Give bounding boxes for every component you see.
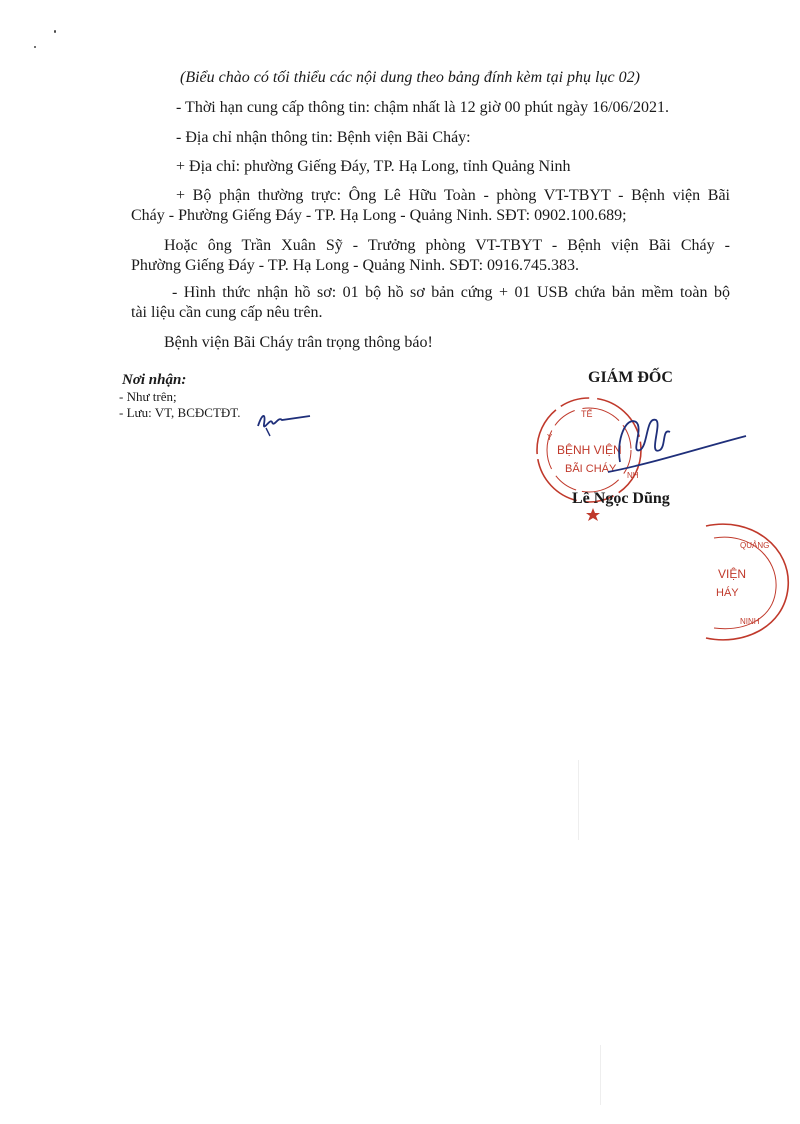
receive-address-title: - Địa chỉ nhận thông tin: Bệnh viện Bãi Cháy: — [176, 129, 471, 146]
scan-speck — [54, 30, 56, 33]
submission-form-line-2: tài liệu cần cung cấp nêu trên. — [131, 304, 323, 321]
recipient-item: - Như trên; — [119, 389, 177, 404]
stamp-right-letters: NH — [627, 471, 639, 480]
edge-stamp-bottom: NINH — [740, 617, 760, 626]
duty-line-2: Cháy - Phường Giếng Đáy - TP. Hạ Long - Quảng Ninh. SĐT: 0902.100.689; — [131, 207, 627, 224]
deadline-line: - Thời hạn cung cấp thông tin: chậm nhất là 12 giờ 00 phút ngày 16/06/2021. — [176, 99, 669, 116]
edge-stamp-line-2: HÁY — [716, 587, 739, 599]
stamp-line-1: BỆNH VIỆN — [557, 443, 622, 457]
scan-crease — [600, 1045, 601, 1105]
edge-stamp-top: QUẢNG — [740, 541, 770, 550]
address-line: + Địa chỉ: phường Giếng Đáy, TP. Hạ Long, tỉnh Quảng Ninh — [176, 158, 571, 175]
recipients-title: Nơi nhận: — [122, 372, 187, 388]
recipient-item: - Lưu: VT, BCĐCTĐT. — [119, 405, 241, 420]
signer-name: Lê Ngọc Dũng — [572, 490, 670, 507]
alternate-contact-line-2: Phường Giếng Đáy - TP. Hạ Long - Quảng Ninh. SĐT: 0916.745.383. — [131, 257, 580, 274]
annex-note: (Biểu chào có tối thiểu các nội dung theo bảng đính kèm tại phụ lục 02) — [180, 69, 640, 86]
director-signature — [600, 406, 750, 492]
stamp-left-letter: Y — [547, 433, 553, 442]
stamp-line-2: BÃI CHÁY — [565, 463, 617, 475]
stamp-top-text: TẾ — [581, 409, 593, 419]
scan-speck — [34, 46, 36, 48]
duty-line-1: + Bộ phận thường trực: Ông Lê Hữu Toàn - phòng VT-TBYT - Bệnh viện Bãi — [176, 187, 730, 204]
initials-signature — [252, 404, 314, 438]
edge-stamp — [692, 518, 800, 648]
edge-stamp-line-1: VIỆN — [718, 567, 747, 581]
closing-line: Bệnh viện Bãi Cháy trân trọng thông báo! — [164, 334, 433, 351]
signer-position: GIÁM ĐỐC — [588, 369, 673, 386]
scan-crease — [578, 760, 579, 840]
submission-form-line-1: - Hình thức nhận hồ sơ: 01 bộ hồ sơ bản cứng + 01 USB chứa bản mềm toàn bộ — [172, 284, 730, 301]
alternate-contact-line-1: Hoặc ông Trần Xuân Sỹ - Trưởng phòng VT-TBYT - Bệnh viện Bãi Cháy - — [164, 237, 730, 254]
